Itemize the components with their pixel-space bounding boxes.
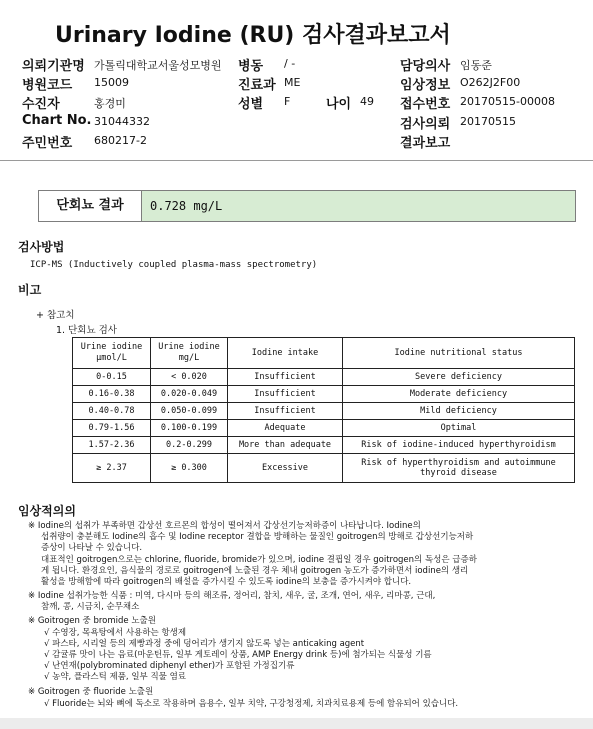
clinical-info-value: O262J2F00 [460, 76, 521, 89]
table-cell: Moderate deficiency [343, 386, 575, 403]
iodine-food-cont: 참깨, 콩, 시금치, 순무채소 [41, 602, 140, 612]
clinical-paragraph-line: 섭취량이 충분해도 Iodine의 흡수 및 Iodine receptor 결합을 방해하는 물질인 goitrogen의 방해로 갑상선기능저하 [41, 532, 474, 542]
table-cell: < 0.020 [151, 369, 228, 386]
table-cell: Mild deficiency [343, 403, 575, 420]
resident-no-value: 680217-2 [94, 134, 147, 147]
ward-value: / - [284, 57, 296, 70]
institution-value: 가톨릭대학교서울성모병원 [94, 59, 222, 72]
bromide-item: √ 난연재(polybrominated diphenyl ether)가 포함된 가정집기류 [44, 661, 295, 671]
header-divider [0, 160, 593, 161]
fluoride-item: √ Fluoride는 뇌와 뼈에 독소로 작용하며 음용수, 일부 치약, 구강청정제, 치과치료용제 등에 함유되어 있습니다. [44, 699, 459, 709]
receipt-no-value: 20170515-00008 [460, 95, 555, 108]
table-row [73, 369, 575, 386]
table-cell: 0.050-0.099 [151, 403, 228, 420]
reference-heading: + 참고치 [36, 310, 75, 321]
clinical-paragraph-line: 대표적인 goitrogen으로는 chlorine, fluoride, bromide가 있으며, iodine 결핍일 경우 goitrogen의 독성은 급증하 [41, 555, 477, 565]
clinical-paragraph-line: ※ Iodine의 섭취가 부족하면 갑상선 호르몬의 합성이 떨어져서 갑상선기능저하증이 나타납니다. Iodine의 [28, 521, 421, 531]
age-label: 나이 [326, 97, 352, 112]
bromide-title: ※ Goitrogen 중 bromide 노출원 [28, 616, 156, 626]
col-header-intake-text: Iodine intake [251, 347, 319, 358]
bromide-item: √ 파스타, 시리얼 등의 제빵과정 중에 덩어리가 생기지 않도록 넣는 anticaking agent [44, 639, 365, 649]
table-cell: Adequate [228, 420, 343, 437]
hospital-code-value: 15009 [94, 76, 129, 89]
table-cell: 1.57-2.36 [73, 437, 151, 454]
age-value: 49 [360, 95, 374, 108]
chart-no-label: Chart No. [22, 113, 92, 128]
table-cell: Excessive [228, 454, 343, 483]
method-heading: 검사방법 [18, 240, 65, 254]
receipt-no-label: 접수번호 [400, 97, 451, 112]
department-label: 진료과 [238, 78, 276, 93]
clinical-paragraph-line: 활성을 방해함에 따라 goitrogen의 배설을 증가시킬 수 있도록 iodine의 보충을 증가시켜야 합니다. [41, 577, 412, 587]
result-box [38, 190, 576, 222]
bromide-item: √ 농약, 플라스틱 제품, 일부 직물 염료 [44, 672, 186, 682]
table-cell: Insufficient [228, 369, 343, 386]
chart-no-value: 31044332 [94, 115, 150, 128]
request-date-label: 검사의뢰 [400, 117, 451, 132]
table-cell: Severe deficiency [343, 369, 575, 386]
iodine-food-title: ※ Iodine 섭취가능한 식품 : 미역, 다시마 등의 해조류, 정어리, 참치, 새우, 굴, 조개, 연어, 새우, 리마콩, 근대, [28, 591, 436, 601]
table-cell: 0.2-0.299 [151, 437, 228, 454]
table-row [73, 403, 575, 420]
clinical-info-label: 임상정보 [400, 78, 451, 93]
sex-value: F [284, 95, 291, 108]
col-header-mg [151, 338, 228, 369]
table-cell: 0-0.15 [73, 369, 151, 386]
table-cell: Insufficient [228, 386, 343, 403]
col-header-status [343, 338, 575, 369]
table-row [73, 386, 575, 403]
reference-table [72, 337, 575, 483]
table-cell: Risk of iodine-induced hyperthyroidism [343, 437, 575, 454]
bromide-item: √ 감귤류 맛이 나는 음료(마운틴듀, 일부 게토레이 상품, AMP Energy drink 등)에 첨가되는 식물성 기름 [44, 650, 432, 660]
table-cell: More than adequate [228, 437, 343, 454]
patient-value: 홍경미 [94, 97, 126, 110]
request-date-value: 20170515 [460, 115, 516, 128]
col-header-mg-text: Urine iodine mg/L [158, 342, 220, 363]
bromide-item: √ 수영장, 목욕탕에서 사용하는 항생제 [44, 628, 187, 638]
sex-label: 성별 [238, 97, 264, 112]
result-label: 단회뇨 결과 [39, 191, 142, 221]
table-cell: ≥ 0.300 [151, 454, 228, 483]
report-title: Urinary Iodine (RU) 검사결과보고서 [55, 23, 451, 48]
table-header-row [73, 338, 575, 369]
table-cell: ≥ 2.37 [73, 454, 151, 483]
table-row [73, 437, 575, 454]
department-value: ME [284, 76, 301, 89]
table-row [73, 454, 575, 483]
remarks-heading: 비고 [18, 283, 42, 297]
ward-label: 병동 [238, 59, 264, 74]
institution-label: 의뢰기관명 [22, 59, 85, 74]
table-cell: Risk of hyperthyroidism and autoimmune thyroid disease [343, 454, 575, 483]
footer-bar [0, 718, 593, 729]
table-cell: 0.79-1.56 [73, 420, 151, 437]
doctor-label: 담당의사 [400, 59, 451, 74]
result-value: 0.728 mg/L [142, 191, 575, 221]
clinical-paragraph-line: 게 됩니다. 환경요인, 음식물의 경로로 goitrogen에 노출된 경우 체내 goitrogen 농도가 증가하면서 iodine의 생리 [41, 566, 469, 576]
col-header-intake [228, 338, 343, 369]
table-heading: 1. 단회뇨 검사 [56, 325, 117, 336]
col-header-umol [73, 338, 151, 369]
table-cell: 0.020-0.049 [151, 386, 228, 403]
table-cell: 0.100-0.199 [151, 420, 228, 437]
report-date-label: 결과보고 [400, 136, 451, 151]
fluoride-title: ※ Goitrogen 중 fluoride 노출원 [28, 687, 154, 697]
col-header-status-text: Iodine nutritional status [394, 347, 523, 358]
table-cell: Insufficient [228, 403, 343, 420]
clinical-heading: 임상적의의 [18, 504, 76, 518]
table-row [73, 420, 575, 437]
table-cell: 0.40-0.78 [73, 403, 151, 420]
table-cell: 0.16-0.38 [73, 386, 151, 403]
method-text: ICP-MS (Inductively coupled plasma-mass spectrometry) [30, 260, 318, 270]
clinical-paragraph-line: 증상이 나타날 수 있습니다. [41, 543, 143, 553]
col-header-umol-text: Urine iodine μmol/L [80, 342, 143, 363]
table-cell: Optimal [343, 420, 575, 437]
doctor-value: 임동준 [460, 59, 492, 72]
resident-no-label: 주민번호 [22, 136, 73, 151]
patient-label: 수진자 [22, 97, 60, 112]
hospital-code-label: 병원코드 [22, 78, 73, 93]
